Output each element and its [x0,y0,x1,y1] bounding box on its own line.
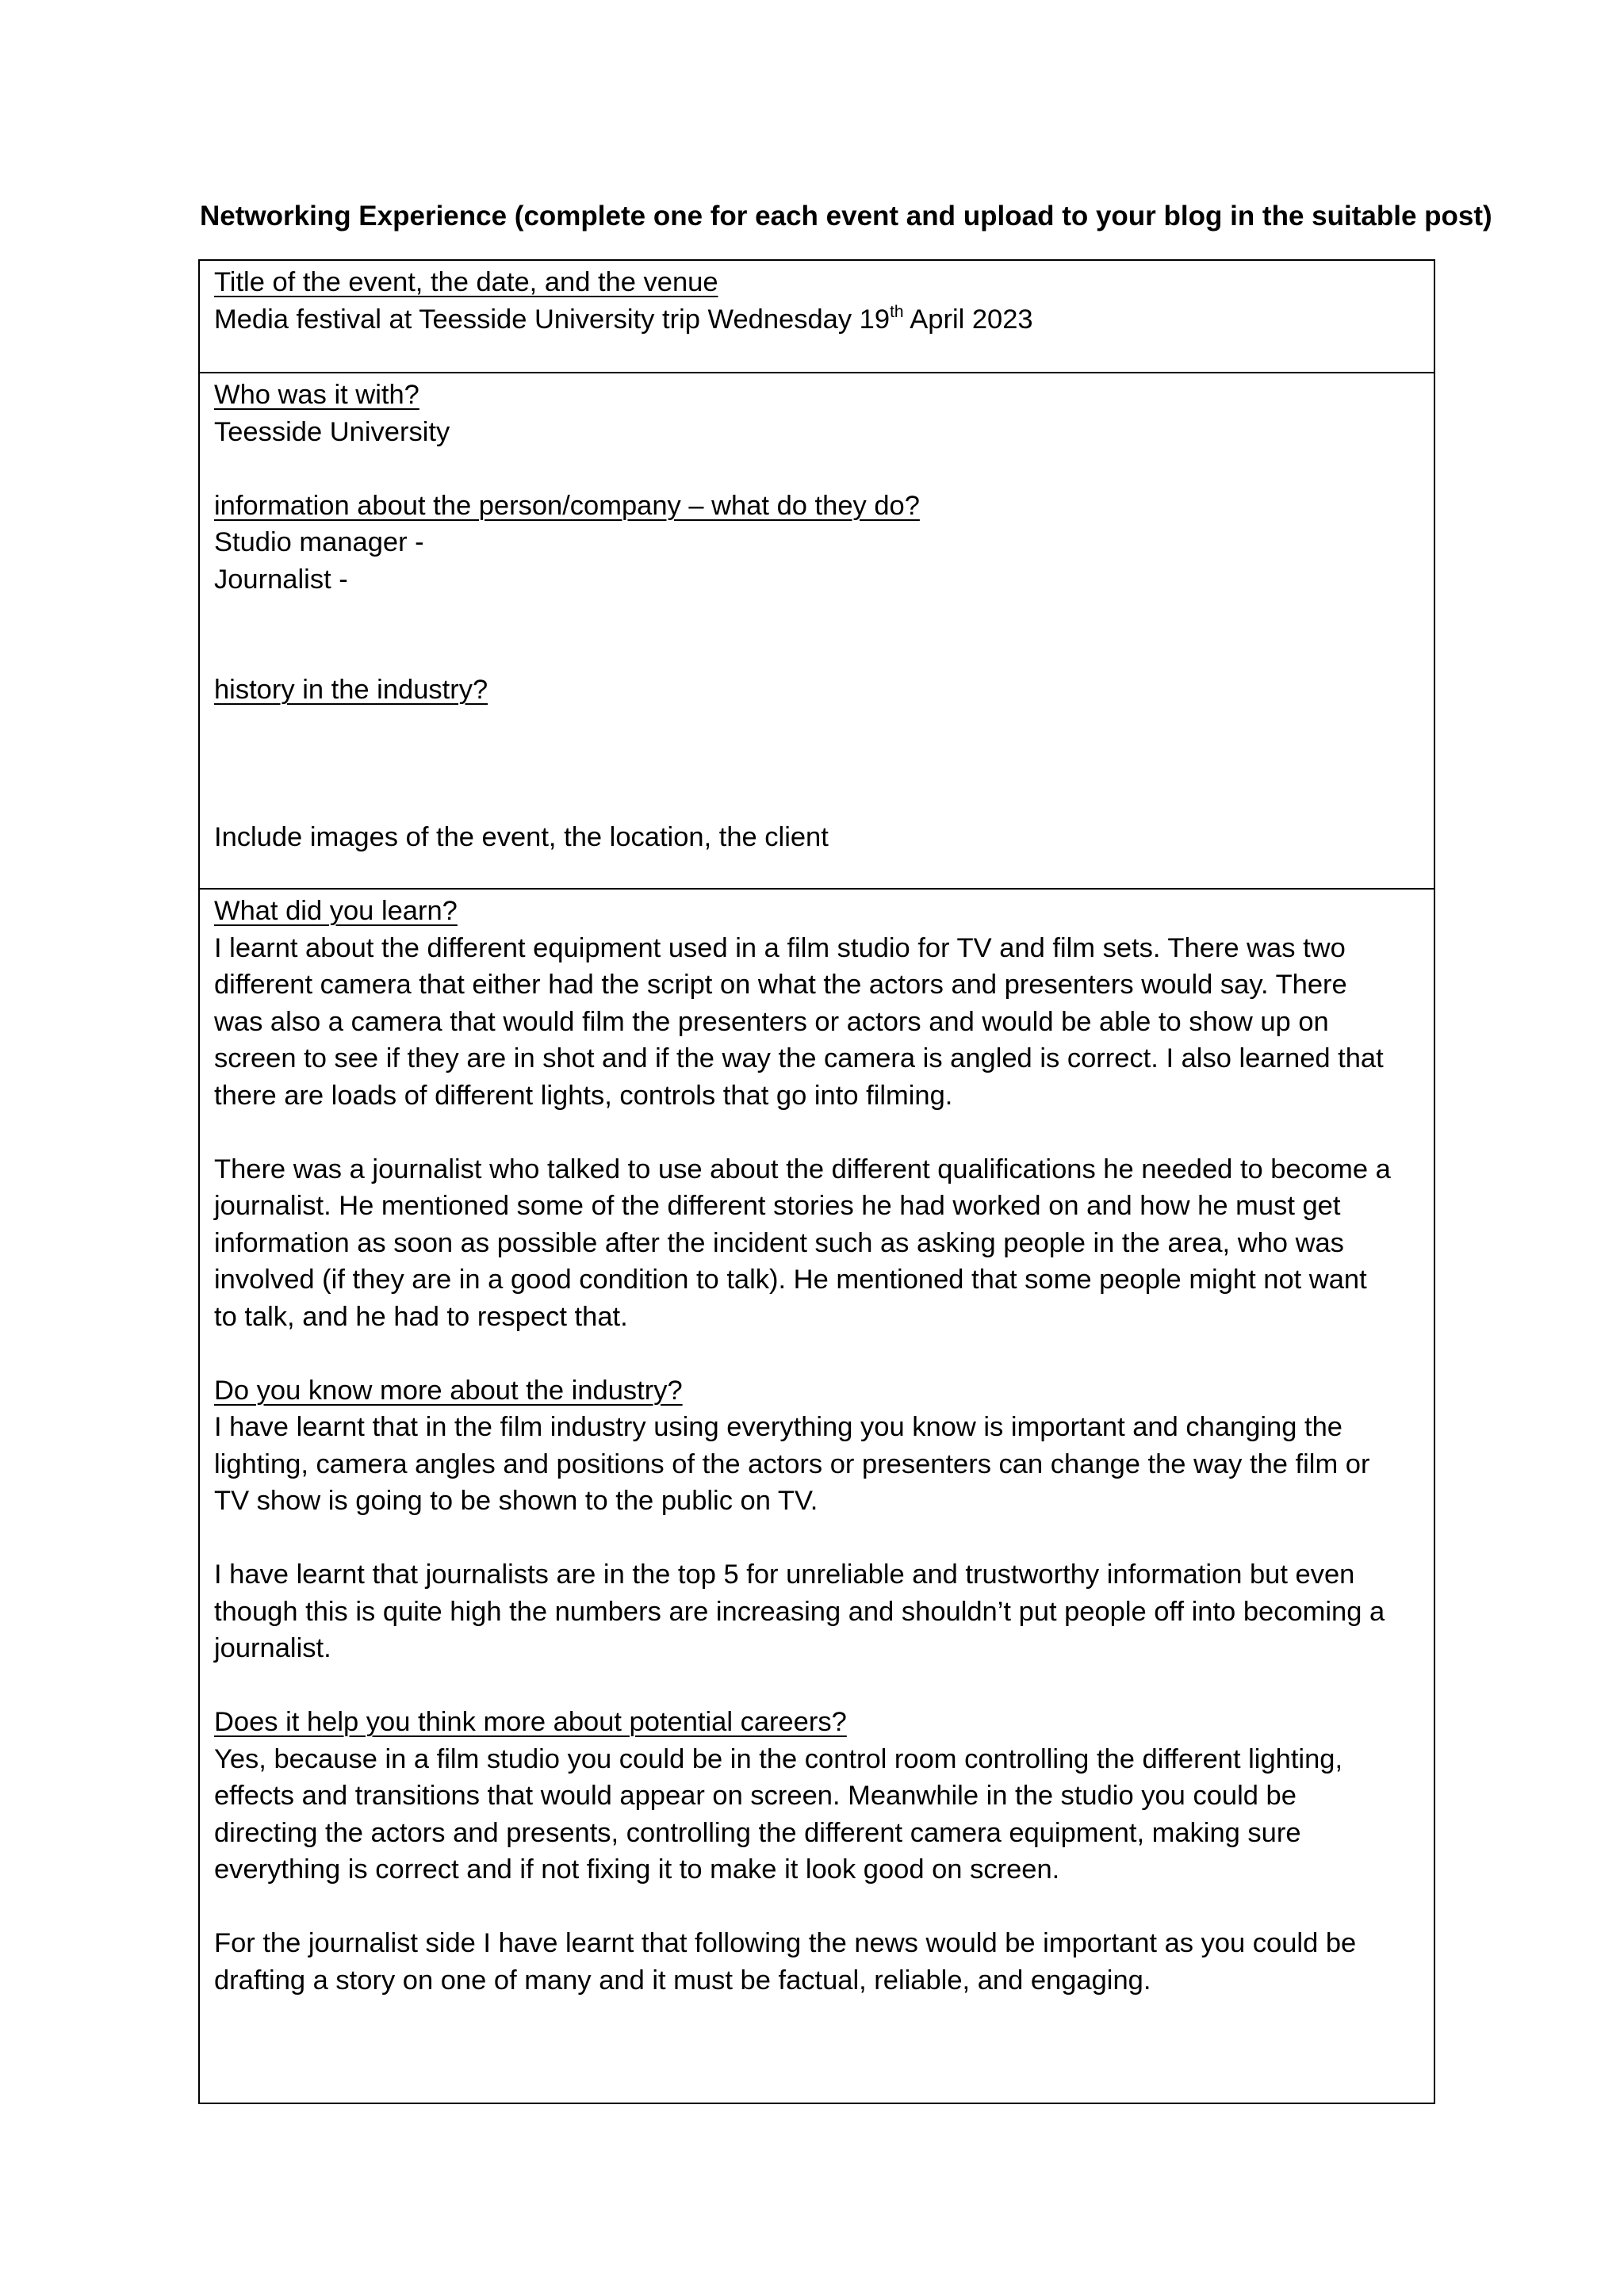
networking-form-table [198,259,1435,2104]
page-heading: Networking Experience (complete one for each event and upload to your blog in the suitable post) [200,201,1492,232]
history-label: history in the industry? [214,675,488,705]
industry-label: Do you know more about the industry? [214,1375,683,1406]
paragraph-line: lighting, camera angles and positions of the actors or presenters can change the way the film or [214,1448,1370,1479]
paragraph-line: to talk, and he had to respect that. [214,1301,628,1332]
paragraph-line: There was a journalist who talked to use about the different qualifications he needed to become a [214,1154,1391,1184]
paragraph-line: screen to see if they are in shot and if the way the camera is angled is correct. I also learned that [214,1043,1384,1073]
paragraph-line: was also a camera that would film the presenters or actors and would be able to show up on [214,1006,1329,1037]
role-item: Journalist - [214,564,348,595]
paragraph-line: there are loads of different lights, controls that go into filming. [214,1080,953,1111]
who-label: Who was it with? [214,380,419,410]
learn-section [200,890,1434,2103]
paragraph-line: Yes, because in a film studio you could be in the control room controlling the different lighting, [214,1743,1343,1774]
paragraph-line: everything is correct and if not fixing it to make it look good on screen. [214,1854,1060,1885]
paragraph-line: journalist. [214,1633,331,1663]
paragraph-line: drafting a story on one of many and it must be factual, reliable, and engaging. [214,1965,1151,1996]
event-value-ordinal: th [890,302,904,321]
paragraph-line: effects and transitions that would appear on screen. Meanwhile in the studio you could be [214,1781,1297,1811]
paragraph-line: TV show is going to be shown to the public on TV. [214,1486,818,1516]
paragraph-line: I have learnt that journalists are in the top 5 for unreliable and trustworthy information but even [214,1559,1355,1590]
paragraph-line: though this is quite high the numbers are increasing and shouldn’t put people off into becoming a [214,1596,1385,1627]
who-value: Teesside University [214,416,450,447]
role-item: Studio manager - [214,527,424,557]
event-value-main: Media festival at Teesside University trip Wednesday 19 [214,304,891,335]
paragraph-line: I learnt about the different equipment used in a film studio for TV and film sets. There was two [214,932,1346,963]
paragraph-line: journalist. He mentioned some of the different stories he had worked on and how he must get [214,1191,1341,1221]
event-value [214,301,1419,339]
event-value-tail: April 2023 [903,304,1033,335]
paragraph-line: directing the actors and presents, controlling the different camera equipment, making sure [214,1817,1301,1848]
paragraph-line: I have learnt that in the film industry using everything you know is important and changing the [214,1412,1342,1442]
info-label: information about the person/company – what do they do? [214,490,920,521]
who-section [200,373,1434,890]
event-label: Title of the event, the date, and the venue [214,267,718,297]
careers-label: Does it help you think more about potential careers? [214,1707,847,1737]
paragraph-line: information as soon as possible after the incident such as asking people in the area, who was [214,1227,1344,1258]
learn-label: What did you learn? [214,896,458,926]
paragraph-line: For the journalist side I have learnt that following the news would be important as you could be [214,1928,1357,1958]
images-note: Include images of the event, the location, the client [214,822,829,852]
paragraph-line: involved (if they are in a good condition to talk). He mentioned that some people might not want [214,1265,1367,1295]
paragraph-line: different camera that either had the script on what the actors and presenters would say. There [214,970,1347,1000]
event-section [200,261,1434,373]
